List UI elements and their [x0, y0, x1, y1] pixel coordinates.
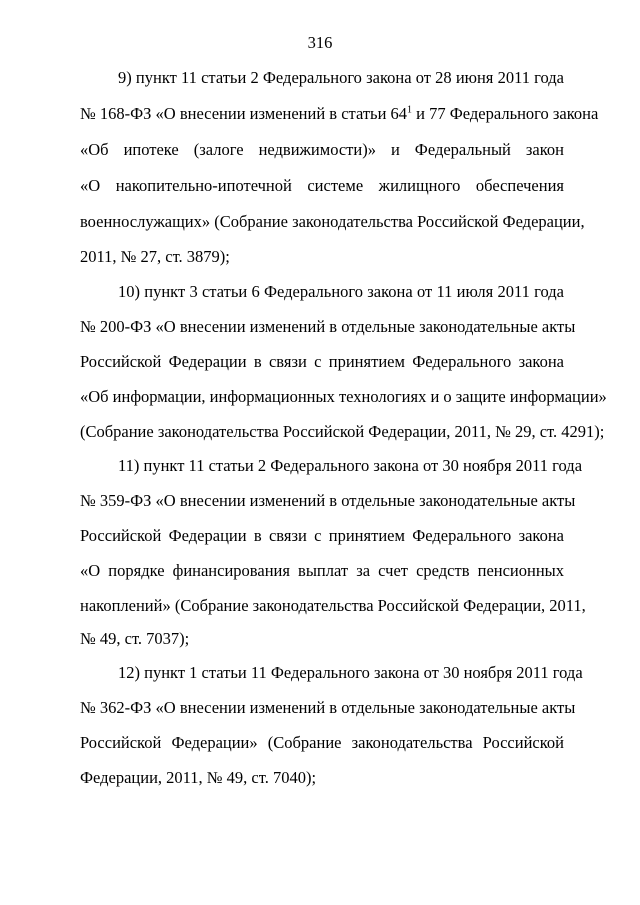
superscript: 1 [407, 104, 413, 116]
item-11-line-3: Российской Федерации в связи с принятием Федерального закона [80, 526, 564, 545]
page-number: 316 [307, 33, 333, 52]
item-9-line-6: 2011, № 27, ст. 3879); [80, 247, 230, 266]
item-12-line-3: Российской Федерации» (Собрание законодательства Российской [80, 733, 564, 752]
item-10-line-1: 10) пункт 3 статьи 6 Федерального закона от 11 июля 2011 года [118, 282, 564, 301]
item-12-line-4: Федерации, 2011, № 49, ст. 7040); [80, 768, 317, 787]
item-12-line-1: 12) пункт 1 статьи 11 Федерального закона от 30 ноября 2011 года [118, 663, 583, 682]
item-12-line-2: № 362-ФЗ «О внесении изменений в отдельные законодательные акты [80, 698, 576, 717]
item-10-line-2: № 200-ФЗ «О внесении изменений в отдельные законодательные акты [80, 317, 576, 336]
item-11-line-6: № 49, ст. 7037); [80, 629, 190, 648]
item-11-line-1: 11) пункт 11 статьи 2 Федерального закона от 30 ноября 2011 года [118, 456, 583, 475]
item-9-line-5: военнослужащих» (Собрание законодательства Российской Федерации, [80, 212, 585, 231]
item-11-line-4: «О порядке финансирования выплат за счет средств пенсионных [80, 561, 564, 580]
item-9-line-2: № 168-ФЗ «О внесении изменений в статьи $64^1$ и 77 Федерального закона [80, 104, 599, 123]
item-11-line-5: накоплений» (Собрание законодательства Российской Федерации, 2011, [80, 596, 586, 615]
item-9-line-3: «Об ипотеке (залоге недвижимости)» и Федеральный закон [80, 140, 564, 159]
item-10-line-4: «Об информации, информационных технологиях и о защите информации» [80, 387, 607, 406]
item-10-line-5: (Собрание законодательства Российской Федерации, 2011, № 29, ст. 4291); [80, 422, 605, 441]
item-11-line-2: № 359-ФЗ «О внесении изменений в отдельные законодательные акты [80, 491, 576, 510]
item-9-line-4: «О накопительно-ипотечной системе жилищного обеспечения [80, 176, 564, 195]
item-9-line-1: 9) пункт 11 статьи 2 Федерального закона от 28 июня 2011 года [118, 68, 564, 87]
item-10-line-3: Российской Федерации в связи с принятием Федерального закона [80, 352, 564, 371]
